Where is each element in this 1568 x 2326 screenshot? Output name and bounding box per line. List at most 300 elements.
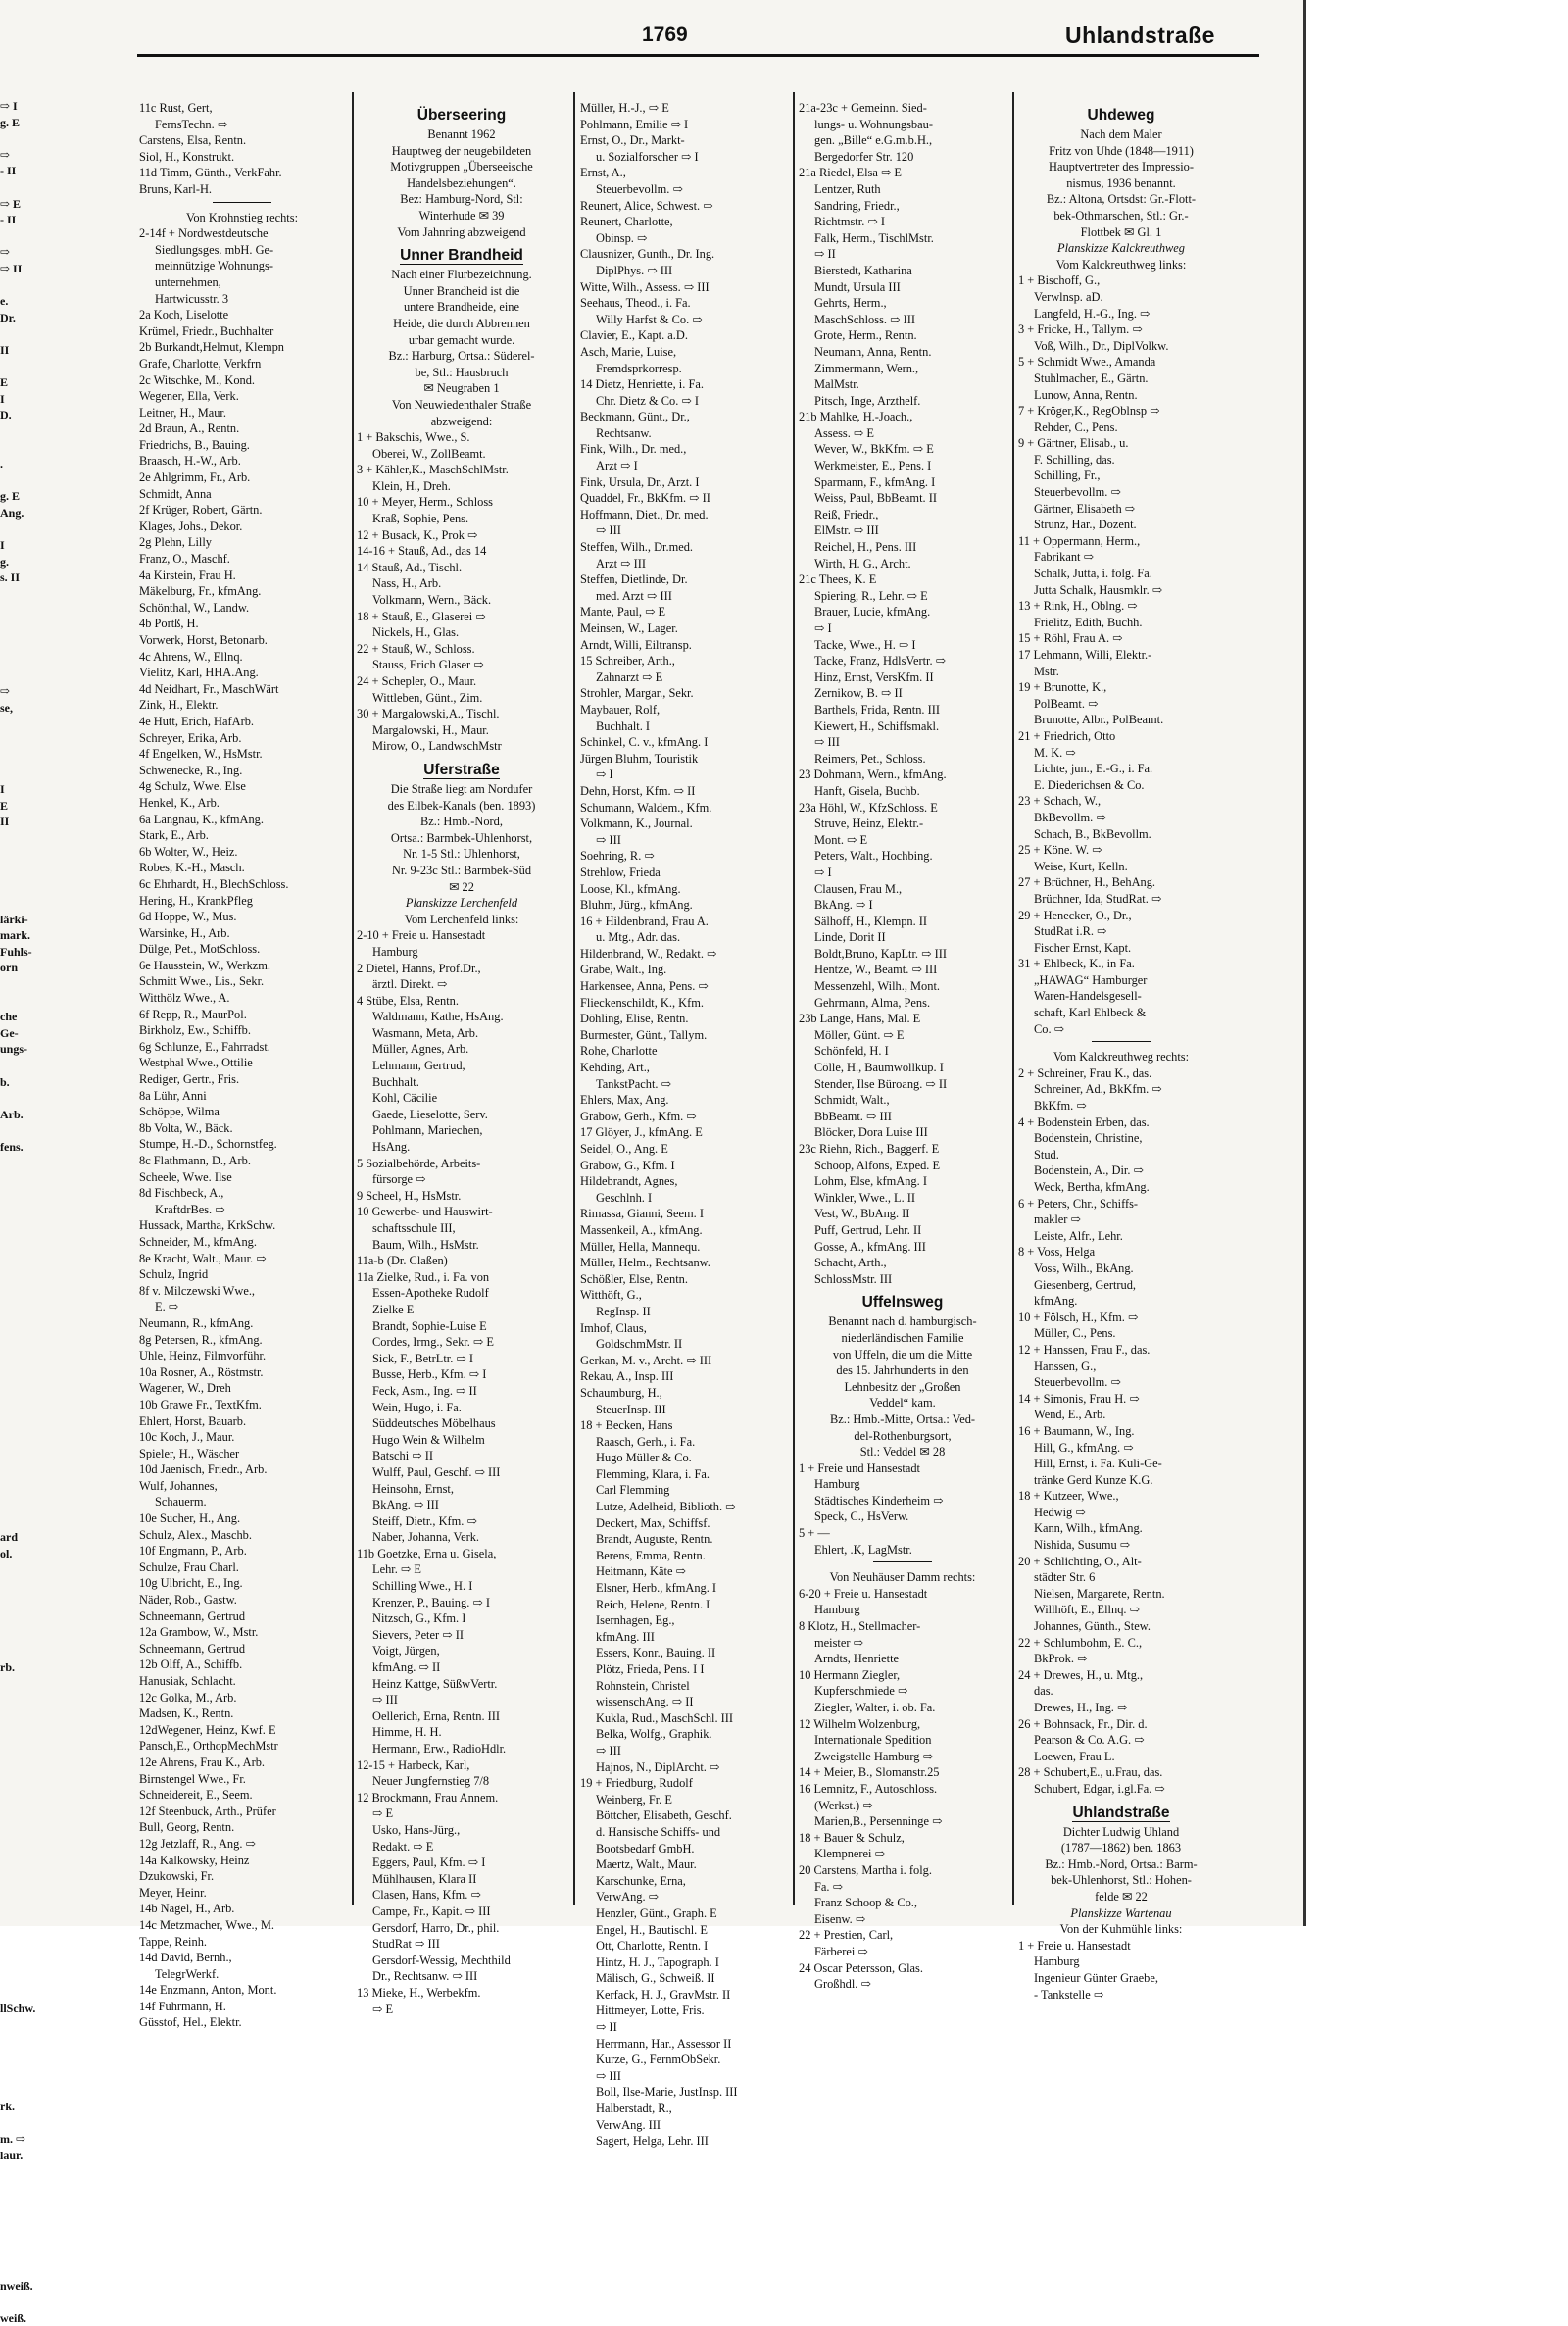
directory-entry: Hill, G., kfmAng. ⇨ [1034, 1440, 1134, 1455]
street-description: urbar gemacht wurde. [408, 332, 515, 347]
stub-fragment: rk. [0, 2100, 15, 2114]
directory-entry: Grabow, Gerh., Kfm. ⇨ [580, 1109, 697, 1123]
directory-entry: Schilling Wwe., H. I [372, 1579, 473, 1594]
directory-entry: 1 + Freie u. Hansestadt [1018, 1938, 1131, 1953]
directory-entry: 8c Flathmann, D., Arb. [139, 1154, 251, 1167]
section-separator [799, 1561, 1006, 1569]
stub-fragment: se, [0, 700, 13, 715]
directory-entry: städter Str. 6 [1034, 1570, 1096, 1585]
directory-entry: 10 + Fölsch, H., Kfm. ⇨ [1018, 1310, 1139, 1324]
stub-fragment [0, 179, 29, 196]
directory-entry: 13 Mieke, H., Werbekfm. [357, 1985, 481, 2000]
directory-entry: 1 + Bakschis, Wwe., S. [357, 430, 470, 445]
street-description: Vom Lerchenfeld links: [404, 912, 519, 926]
directory-entry: 11d Timm, Günth., VerkFahr. [139, 166, 282, 180]
directory-entry: Jutta Schalk, Hausmklr. ⇨ [1034, 582, 1163, 597]
directory-entry: Rekau, A., Insp. III [580, 1369, 674, 1384]
directory-entry: Dehn, Horst, Kfm. ⇨ II [580, 783, 696, 798]
directory-entry: 1 + Freie und Hansestadt [799, 1460, 920, 1475]
directory-entry: Maertz, Walt., Maur. [596, 1857, 697, 1872]
directory-entry: 20 + Schlichting, O., Alt- [1018, 1554, 1142, 1568]
directory-entry: Marien,B., Persenninge ⇨ [814, 1814, 943, 1829]
stub-fragment [0, 1595, 29, 1611]
directory-entry: 6c Ehrhardt, H., BlechSchloss. [139, 876, 289, 891]
stub-fragment [0, 359, 29, 375]
directory-entry: Pearson & Co. A.G. ⇨ [1034, 1733, 1145, 1748]
directory-entry: Arndt, Willi, Eiltransp. [580, 637, 692, 652]
directory-entry: Ehlert, Horst, Bauarb. [139, 1413, 247, 1428]
directory-entry: Waldmann, Kathe, HsAng. [372, 1010, 504, 1024]
stub-fragment [0, 1757, 29, 1774]
stub-fragment: ⇨ [0, 684, 11, 699]
directory-entry: Cölle, H., Baumwollküp. I [814, 1061, 944, 1075]
directory-entry: Hanft, Gisela, Buchb. [814, 783, 920, 798]
directory-entry: Weinberg, Fr. E [596, 1792, 672, 1806]
directory-entry: 12b Olff, A., Schiffb. [139, 1658, 243, 1672]
directory-entry: 4b Portß, H. [139, 617, 199, 631]
stub-fragment [0, 2017, 29, 2034]
directory-entry: 18 + Becken, Hans [580, 1418, 673, 1433]
directory-entry: Voigt, Jürgen, [372, 1644, 440, 1658]
header-rule [137, 54, 1259, 57]
stub-fragment [0, 1448, 29, 1464]
street-description: felde ✉ 22 [1095, 1889, 1148, 1904]
directory-entry: 21a Riedel, Elsa ⇨ E [799, 166, 903, 180]
directory-entry: Gerkan, M. v., Archt. ⇨ III [580, 1353, 712, 1367]
directory-entry: Raasch, Gerh., i. Fa. [596, 1434, 696, 1449]
directory-entry: Leiste, Alfr., Lehr. [1034, 1228, 1123, 1243]
directory-entry: Flemming, Klara, i. Fa. [596, 1466, 710, 1481]
directory-entry: Arzt ⇨ I [596, 459, 638, 473]
directory-entry: Hanusiak, Schlacht. [139, 1674, 236, 1688]
directory-entry: Krümel, Friedr., Buchhalter [139, 323, 274, 338]
directory-entry: Strohler, Margar., Sekr. [580, 686, 694, 701]
directory-entry: ElMstr. ⇨ III [814, 523, 879, 538]
stub-fragment [0, 423, 29, 440]
directory-entry: Reunert, Charlotte, [580, 215, 673, 229]
directory-entry: Dr., Rechtsanw. ⇨ III [372, 1969, 478, 1984]
column-divider [793, 92, 795, 1905]
directory-entry: Weck, Bertha, kfmAng. [1034, 1180, 1150, 1194]
directory-entry: 10d Jaenisch, Friedr., Arb. [139, 1462, 268, 1477]
directory-entry: Bodenstein, Christine, [1034, 1131, 1143, 1146]
stub-fragment [0, 2163, 29, 2180]
directory-entry: Güsstof, Hel., Elektr. [139, 2015, 242, 2030]
directory-entry: Assess. ⇨ E [814, 425, 874, 440]
directory-entry: Schulze, Frau Charl. [139, 1559, 239, 1574]
directory-entry: 6e Hausstein, W., Werkzm. [139, 958, 271, 972]
separator-line [213, 202, 271, 203]
directory-entry: 14 + Simonis, Frau H. ⇨ [1018, 1391, 1140, 1406]
directory-entry: Zielke E [372, 1302, 415, 1316]
directory-entry: Gehrts, Herm., [814, 296, 887, 311]
directory-entry: Linde, Dorit II [814, 930, 886, 945]
directory-entry: Rimassa, Gianni, Seem. I [580, 1207, 704, 1221]
stub-fragment: II [0, 342, 10, 357]
directory-entry: 8f v. Milczewski Wwe., [139, 1283, 256, 1298]
stub-fragment [0, 1741, 29, 1757]
directory-entry: 8a Lühr, Anni [139, 1088, 207, 1103]
directory-entry: Stud. [1034, 1147, 1059, 1162]
directory-entry: Witthöft, G., [580, 1288, 642, 1303]
directory-entry: E. ⇨ [155, 1300, 179, 1314]
directory-entry: meinnützige Wohnungs- [155, 259, 273, 273]
stub-fragment [0, 1220, 29, 1237]
directory-entry: Spieler, H., Wäscher [139, 1446, 240, 1460]
directory-entry: Belka, Wolfg., Graphik. [596, 1727, 712, 1742]
directory-entry: 2b Burkandt,Helmut, Klempn [139, 340, 284, 355]
stub-fragment: ard [0, 1530, 18, 1545]
stub-fragment [0, 1464, 29, 1481]
column-divider [573, 92, 575, 1905]
directory-entry: Werkmeister, E., Pens. I [814, 459, 932, 473]
directory-entry: Schreiner, Ad., BkKfm. ⇨ [1034, 1082, 1162, 1097]
directory-entry: Bluhm, Jürg., kfmAng. [580, 898, 693, 913]
directory-entry: Burmester, Günt., Tallym. [580, 1027, 708, 1042]
directory-entry: 25 + Köne. W. ⇨ [1018, 843, 1102, 858]
directory-entry: Rohe, Charlotte [580, 1044, 658, 1059]
directory-entry: 2-14f + Nordwestdeutsche [139, 226, 269, 241]
directory-entry: Wasmann, Meta, Arb. [372, 1025, 479, 1040]
directory-entry: 11 + Oppermann, Herm., [1018, 533, 1141, 548]
directory-entry: SteuerInsp. III [596, 1402, 666, 1416]
directory-entry: Langfeld, H.-G., Ing. ⇨ [1034, 306, 1151, 321]
street-description: ✉ Neugraben 1 [423, 381, 500, 396]
directory-entry: RegInsp. II [596, 1304, 651, 1318]
column-divider [1012, 92, 1014, 1905]
directory-entry: 2g Plehn, Lilly [139, 535, 212, 550]
directory-entry: Strunz, Har., Dozent. [1034, 518, 1137, 532]
directory-entry: Schalk, Jutta, i. folg. Fa. [1034, 567, 1152, 581]
directory-entry: Lutze, Adelheid, Biblioth. ⇨ [596, 1500, 736, 1514]
directory-entry: Sparmann, F., kfmAng. I [814, 474, 936, 489]
directory-entry: Volkmann, K., Journal. [580, 817, 693, 831]
directory-entry: Fremdsprkorresp. [596, 361, 682, 375]
stub-fragment: . [0, 457, 3, 471]
directory-entry: Grote, Herm., Rentn. [814, 328, 917, 343]
street-heading-text: Überseering [416, 107, 507, 124]
directory-entry: Mälisch, G., Schweiß. II [596, 1971, 715, 1986]
directory-entry: Isernhagen, Eg., [596, 1613, 675, 1628]
directory-entry: Clavier, E., Kapt. a.D. [580, 328, 688, 343]
directory-entry: Hugo Müller & Co. [596, 1451, 692, 1465]
directory-entry: Ingenieur Günter Graebe, [1034, 1970, 1158, 1985]
directory-entry: Warsinke, H., Arb. [139, 925, 230, 940]
stub-fragment [0, 472, 29, 489]
directory-entry: Hamburg [372, 944, 418, 959]
directory-entry: Plötz, Frieda, Pens. I I [596, 1662, 705, 1676]
directory-entry: 10f Engmann, P., Arb. [139, 1544, 247, 1559]
directory-entry: Kukla, Rud., MaschSchl. III [596, 1710, 734, 1725]
directory-entry: Himme, H. H. [372, 1725, 442, 1740]
directory-entry: 21a-23c + Gemeinn. Sied- [799, 101, 927, 115]
directory-entry: Hill, Ernst, i. Fa. Kuli-Ge- [1034, 1457, 1162, 1471]
directory-entry: Tacke, Wwe., H. ⇨ I [814, 637, 916, 652]
directory-entry: Grafe, Charlotte, Verkfrn [139, 356, 262, 371]
directory-entry: VerwAng. ⇨ [596, 1890, 660, 1905]
directory-entry: Massenkeil, A., kfmAng. [580, 1222, 703, 1237]
stub-fragment [0, 1400, 29, 1416]
street-description: Hauptweg der neugebildeten [391, 143, 532, 158]
directory-entry: ⇨ III [372, 1693, 398, 1707]
directory-entry: Fa. ⇨ [814, 1879, 843, 1894]
directory-entry: Klein, H., Dreh. [372, 478, 451, 493]
directory-entry: Schneemann, Gertrud [139, 1641, 246, 1656]
directory-entry: Quaddel, Fr., BkKfm. ⇨ II [580, 491, 710, 506]
directory-entry: Sandring, Friedr., [814, 198, 900, 213]
directory-entry: Fischer Ernst, Kapt. [1034, 940, 1132, 955]
directory-entry: Batschi ⇨ II [372, 1449, 433, 1463]
directory-entry: Nishida, Susumu ⇨ [1034, 1538, 1131, 1553]
directory-entry: Brandt, Auguste, Rentn. [596, 1532, 713, 1547]
directory-entry: Rehder, C., Pens. [1034, 420, 1118, 434]
stub-fragment [0, 1156, 29, 1172]
stub-fragment [0, 1953, 29, 1969]
stub-fragment [0, 1985, 29, 2002]
stub-fragment [0, 130, 29, 147]
stub-fragment [0, 830, 29, 847]
directory-entry: 2-10 + Freie u. Hansestadt [357, 928, 486, 943]
directory-entry: Hamburg [814, 1603, 860, 1617]
stub-fragment [0, 1334, 29, 1351]
stub-fragment [0, 1171, 29, 1188]
directory-entry: 4 Stübe, Elsa, Rentn. [357, 993, 459, 1008]
directory-entry: 23 + Schach, W., [1018, 794, 1102, 809]
stub-fragment: Arb. [0, 1107, 24, 1121]
directory-entry: 3 + Fricke, H., Tallym. ⇨ [1018, 322, 1143, 337]
stub-fragment [0, 879, 29, 896]
directory-entry: Uhle, Heinz, Filmvorführ. [139, 1349, 267, 1363]
directory-entry: Grabe, Walt., Ing. [580, 963, 667, 977]
directory-entry: Wegener, Ella, Verk. [139, 389, 239, 404]
directory-entry: ⇨ III [814, 735, 840, 750]
stub-fragment [0, 619, 29, 635]
directory-entry: Buchhalt. [372, 1074, 419, 1089]
street-description: Bz.: Harburg, Ortsa.: Süderel- [388, 349, 535, 364]
directory-entry: ⇨ I [814, 621, 832, 635]
directory-entry: Klempnerei ⇨ [814, 1847, 885, 1861]
directory-entry: ⇨ III [596, 2068, 621, 2083]
directory-entry: Müller, C., Pens. [1034, 1326, 1116, 1341]
stub-fragment: g. E [0, 489, 21, 504]
stub-fragment [0, 895, 29, 912]
directory-entry: 16 + Hildenbrand, Frau A. [580, 914, 709, 928]
directory-entry: Herrmann, Har., Assessor II [596, 2036, 732, 2051]
directory-entry: Mont. ⇨ E [814, 832, 868, 847]
street-heading [357, 105, 566, 126]
stub-fragment [0, 1302, 29, 1318]
directory-entry: ⇨ II [814, 247, 836, 262]
directory-entry: Schneemann, Gertrud [139, 1608, 246, 1623]
directory-entry: 10b Grawe Fr., TextKfm. [139, 1397, 262, 1411]
directory-entry: Reiß, Friedr., [814, 507, 879, 521]
directory-entry: Elsner, Herb., kfmAng. I [596, 1581, 717, 1596]
directory-entry: 4c Ahrens, W., Ellnq. [139, 649, 243, 664]
street-description: von Uffeln, die um die Mitte [832, 1347, 973, 1361]
directory-entry: 20 Carstens, Martha i. folg. [799, 1862, 932, 1877]
directory-entry: Arndts, Henriette [814, 1652, 900, 1666]
stub-fragment [0, 1269, 29, 1286]
directory-entry: Hoffmann, Diet., Dr. med. [580, 507, 709, 521]
separator-line [873, 1561, 932, 1562]
directory-entry: Jürgen Bluhm, Touristik [580, 751, 699, 766]
directory-entry: Fabrikant ⇨ [1034, 550, 1094, 565]
directory-entry: Stuhlmacher, E., Gärtn. [1034, 371, 1149, 385]
street-description: Lehnbesitz der „Großen [844, 1379, 961, 1394]
directory-entry: 8g Petersen, R., kfmAng. [139, 1332, 263, 1347]
directory-entry: Tacke, Franz, HdlsVertr. ⇨ [814, 654, 947, 668]
stub-fragment [0, 1692, 29, 1708]
directory-entry: Pansch,E., OrthopMechMstr [139, 1739, 278, 1754]
directory-entry: Grabow, G., Kfm. I [580, 1158, 675, 1172]
directory-entry: 10a Rosner, A., Röstmstr. [139, 1364, 264, 1379]
directory-entry: Flieckenschildt, K., Kfm. [580, 995, 704, 1010]
directory-entry: Steffen, Wilh., Dr.med. [580, 540, 694, 555]
street-description: Bez: Hamburg-Nord, Stl: [400, 192, 523, 207]
directory-entry: Rohnstein, Christel [596, 1678, 690, 1693]
directory-entry: 30 + Margalowski,A., Tischl. [357, 707, 500, 721]
directory-entry: Ernst, O., Dr., Markt- [580, 133, 685, 148]
stub-fragment [0, 439, 29, 456]
directory-entry: gen. „Bille“ e.G.m.b.H., [814, 133, 933, 148]
directory-entry: 5 + — [799, 1526, 830, 1541]
directory-entry: Bergedorfer Str. 120 [814, 149, 914, 164]
directory-entry: 12 + Busack, K., Prok ⇨ [357, 527, 478, 542]
directory-entry: 6-20 + Freie u. Hansestadt [799, 1586, 928, 1601]
stub-fragment [0, 1237, 29, 1254]
directory-entry: KraftdrBes. ⇨ [155, 1202, 225, 1216]
directory-entry: Hentze, W., Beamt. ⇨ III [814, 963, 938, 977]
directory-entry: Kurze, G., FernmObSekr. [596, 2053, 721, 2067]
directory-entry: Kehding, Art., [580, 1061, 650, 1075]
directory-entry: StudRat i.R. ⇨ [1034, 924, 1107, 939]
directory-entry: Witthölz Wwe., A. [139, 991, 230, 1006]
directory-entry: Siol, H., Konstrukt. [139, 149, 235, 164]
directory-entry: Hildebrandt, Agnes, [580, 1174, 678, 1189]
directory-entry: Falk, Herm., TischlMstr. [814, 230, 934, 245]
directory-entry: 6g Schlunze, E., Fahrradst. [139, 1039, 270, 1054]
stub-fragment [0, 1497, 29, 1513]
directory-entry: Zimmermann, Wern., [814, 361, 919, 375]
stub-fragment: I [0, 391, 5, 406]
directory-entry: 10 + Meyer, Herm., Schloss [357, 495, 493, 510]
street-description: bek-Uhlenhorst, Stl.: Hohen- [1051, 1873, 1192, 1888]
stub-fragment [0, 1351, 29, 1367]
street-description: (1787—1862) ben. 1863 [1060, 1841, 1182, 1856]
directory-entry: Harkensee, Anna, Pens. ⇨ [580, 979, 709, 994]
directory-entry: Steuerbevollm. ⇨ [1034, 485, 1121, 500]
stub-fragment [0, 2245, 29, 2261]
directory-entry: 2 + Schreiner, Frau K., das. [1018, 1065, 1152, 1080]
stub-fragment [0, 1366, 29, 1383]
directory-entry: Klages, Johs., Dekor. [139, 519, 243, 533]
directory-entry: schaft, Karl Ehlbeck & [1034, 1006, 1147, 1020]
stub-fragment [0, 1855, 29, 1871]
directory-entry: Hanssen, G., [1034, 1359, 1097, 1373]
directory-entry: Heitmann, Käte ⇨ [596, 1564, 686, 1579]
directory-entry: Hamburg [1034, 1955, 1080, 1969]
directory-entry: Zernikow, B. ⇨ II [814, 686, 903, 701]
stub-fragment [0, 2066, 29, 2083]
directory-entry: 18 + Kutzeer, Wwe., [1018, 1489, 1119, 1504]
stub-fragment [0, 2180, 29, 2197]
street-description: be, Stl.: Hausbruch [415, 365, 509, 379]
directory-entry: lungs- u. Wohnungsbau- [814, 117, 933, 131]
directory-entry: ärztl. Direkt. ⇨ [372, 977, 448, 992]
directory-entry: Nitzsch, G., Kfm. I [372, 1611, 466, 1626]
directory-entry: Hinz, Ernst, VersKfm. II [814, 669, 934, 684]
directory-entry: 14 Dietz, Henriette, i. Fa. [580, 377, 704, 392]
directory-entry: Kupferschmiede ⇨ [814, 1684, 908, 1699]
stub-fragment: - II [0, 164, 17, 178]
directory-entry: 2a Koch, Liselotte [139, 308, 229, 322]
stub-fragment [0, 1627, 29, 1644]
directory-entry: wissenschAng. ⇨ II [596, 1695, 694, 1709]
directory-entry: makler ⇨ [1034, 1212, 1081, 1227]
stub-fragment [0, 1253, 29, 1269]
directory-entry: Soehring, R. ⇨ [580, 849, 655, 864]
stub-fragment [0, 1806, 29, 1822]
directory-entry: Döhling, Elise, Rentn. [580, 1012, 689, 1026]
directory-entry: 12 Wilhelm Wolzenburg, [799, 1716, 921, 1731]
street-description: Flottbek ✉ Gl. 1 [1080, 224, 1162, 239]
directory-entry: Müller, Helm., Rechtsanw. [580, 1256, 710, 1270]
directory-entry: Strehlow, Frieda [580, 865, 661, 879]
directory-entry: das. [1034, 1684, 1054, 1699]
directory-entry: Boll, Ilse-Marie, JustInsp. III [596, 2085, 738, 2100]
stub-fragment: Ang. [0, 505, 24, 520]
directory-entry: Wittleben, Günt., Zim. [372, 690, 483, 705]
directory-entry: Reich, Helene, Rentn. I [596, 1597, 710, 1611]
directory-entry: 12 Brockmann, Frau Annem. [357, 1790, 499, 1805]
stub-fragment [0, 277, 29, 294]
stub-fragment [0, 1480, 29, 1497]
directory-entry: Schaumburg, H., [580, 1385, 662, 1400]
directory-entry: ⇨ III [596, 523, 621, 538]
directory-entry: Reunert, Alice, Schwest. ⇨ [580, 198, 713, 213]
directory-entry: Pitsch, Inge, Arzthelf. [814, 393, 921, 408]
directory-entry: Seehaus, Theod., i. Fa. [580, 296, 691, 311]
stub-fragment: ⇨ [0, 245, 11, 260]
directory-entry: Schulz, Alex., Maschb. [139, 1527, 252, 1542]
directory-entry: Böttcher, Elisabeth, Geschf. [596, 1808, 732, 1823]
directory-entry: Willhöft, E., Ellnq. ⇨ [1034, 1603, 1140, 1617]
directory-entry: Blöcker, Dora Luise III [814, 1125, 928, 1140]
directory-entry: 23 Dohmann, Wern., kfmAng. [799, 767, 947, 782]
directory-entry: Steuerbevollm. ⇨ [1034, 1375, 1121, 1390]
directory-entry: Asch, Marie, Luise, [580, 344, 677, 359]
directory-entry: Scheele, Wwe. Ilse [139, 1169, 232, 1184]
directory-entry: 23c Riehn, Rich., Baggerf. E [799, 1142, 940, 1156]
directory-entry: Boldt,Bruno, KapLtr. ⇨ III [814, 946, 947, 961]
directory-entry: 15 Schreiber, Arth., [580, 654, 675, 668]
directory-entry: 16 Lemnitz, F., Autoschloss. [799, 1781, 938, 1796]
street-heading-text: Unner Brandheid [400, 247, 523, 265]
directory-entry: Dülge, Pet., MotSchloss. [139, 942, 261, 957]
directory-entry: Sievers, Peter ⇨ II [372, 1627, 464, 1642]
stub-fragment [0, 732, 29, 749]
directory-entry: Baum, Wilh., HsMstr. [372, 1237, 479, 1252]
directory-entry: Eggers, Paul, Kfm. ⇨ I [372, 1856, 486, 1870]
directory-entry: 21c Thees, K. E [799, 572, 877, 587]
directory-entry: Nass, H., Arb. [372, 576, 442, 591]
directory-entry: TelegrWerkf. [155, 1966, 220, 1981]
directory-entry: 6 + Peters, Chr., Schiffs- [1018, 1196, 1139, 1211]
directory-entry: Clasen, Hans, Kfm. ⇨ [372, 1888, 481, 1903]
stub-fragment [0, 1676, 29, 1693]
stub-fragment [0, 1090, 29, 1107]
directory-entry: Buchhalt. I [596, 718, 651, 733]
